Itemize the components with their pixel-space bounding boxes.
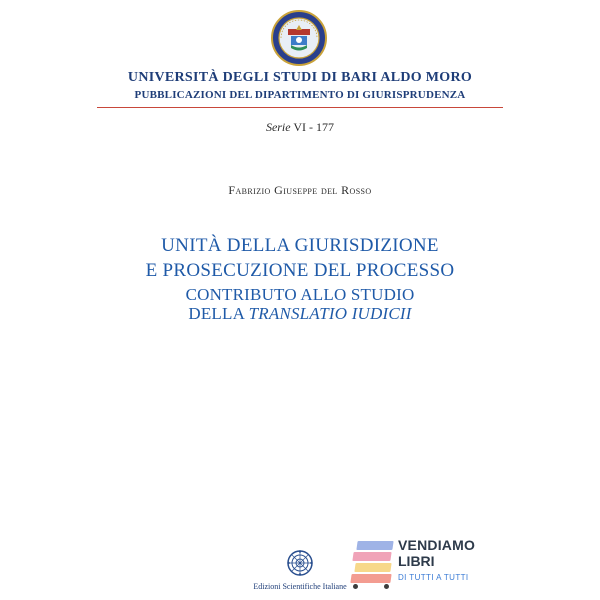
subtitle-italic: TRANSLATIO IUDICII [248,304,412,323]
publisher-logo-icon [286,549,314,577]
stacked-books-icon [351,537,395,589]
series-word: Serie [265,120,291,134]
book-title [0,233,600,283]
university-name: UNIVERSITÀ DEGLI STUDI DI BARI ALDO MORO [127,70,473,85]
title-line-1: UNITÀ DELLA GIURISDIZIONE [161,235,439,256]
subtitle-prefix: DELLA [188,304,245,323]
title-line-2: E PROSECUZIONE DEL PROCESSO [145,260,455,281]
badge-line-2: LIBRI [398,553,435,569]
badge-line-1: VENDIAMO [398,537,476,553]
seller-badge [351,537,476,589]
publisher-name: Edizioni Scientifiche Italiane [253,582,347,591]
department-name: PUBBLICAZIONI DEL DIPARTIMENTO DI GIURISPRUDENZA [134,89,466,101]
book-subtitle [0,285,600,323]
series-label [0,120,600,135]
subtitle-line-1: CONTRIBUTO ALLO STUDIO [185,285,415,304]
header-divider [97,107,503,108]
author-name: Fabrizio Giuseppe del Rosso [228,183,372,197]
series-number: VI - 177 [293,120,335,134]
university-seal-icon [271,10,327,66]
subtitle-line-2 [0,304,600,323]
badge-line-3: DI TUTTI A TUTTI [398,573,469,582]
